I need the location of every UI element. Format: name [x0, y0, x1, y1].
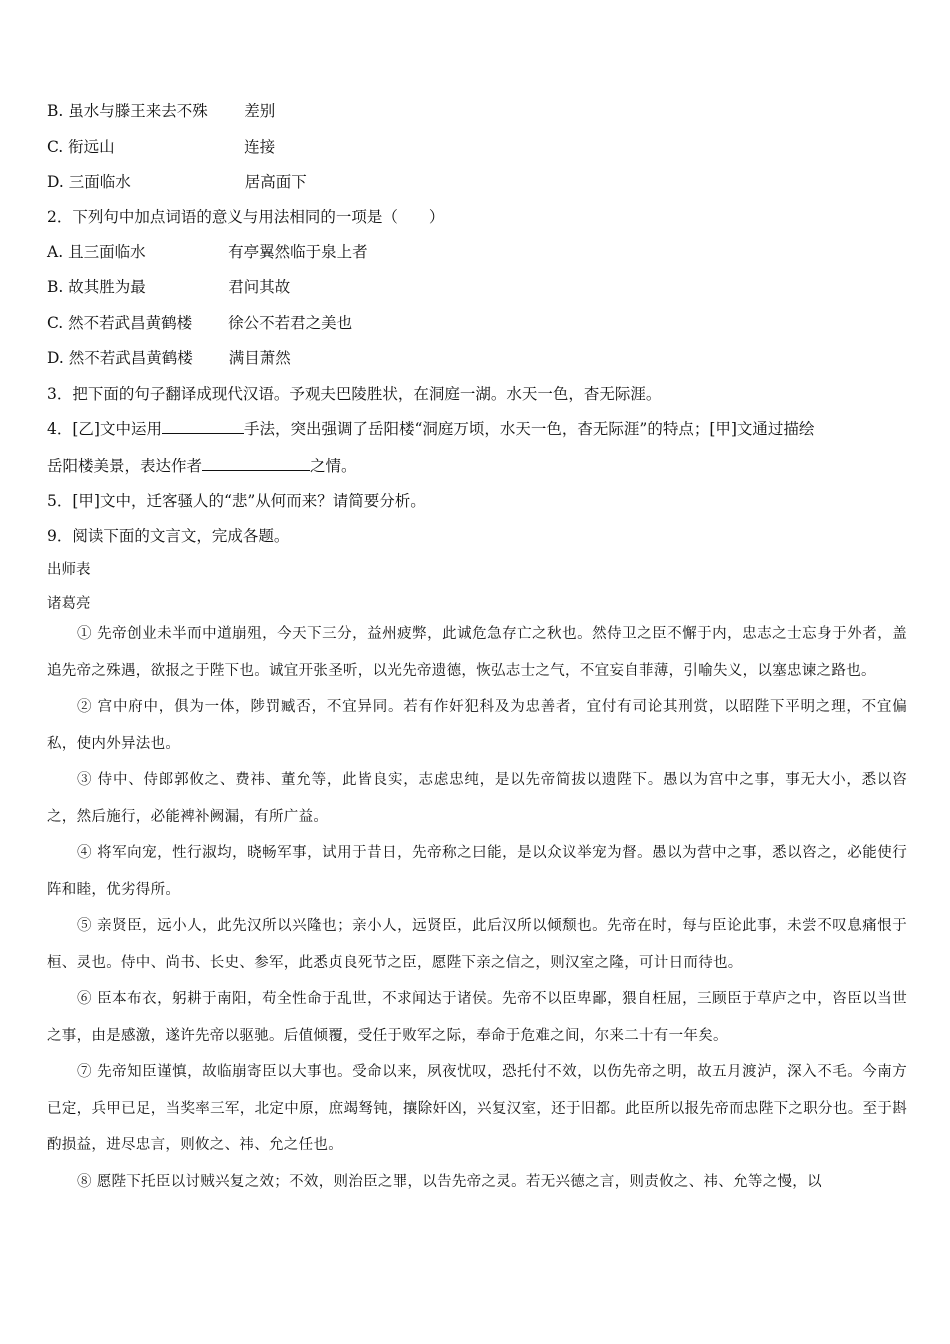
- passage-title: 出师表: [47, 562, 91, 578]
- question-4-line-2: 岳阳楼美景，表达作者 之情。: [47, 457, 357, 475]
- question-2-option-d: D. 然不若武昌黄鹤楼 满目萧然: [47, 349, 291, 367]
- question-9: 9．阅读下面的文言文，完成各题。: [47, 527, 290, 545]
- paragraph-2: ② 宫中府中，俱为一体，陟罚臧否，不宜异同。若有作奸犯科及为忠善者，宜付有司论其刑赏，以昭陛下平明之理，不宜偏私，使内外异法也。: [47, 699, 907, 752]
- paragraph-1: ① 先帝创业未半而中道崩殂，今天下三分，益州疲弊，此诚危急存亡之秋也。然侍卫之臣不懈于内，忠志之士忘身于外者，盖追先帝之殊遇，欲报之于陛下也。诚宜开张圣听，以光先帝遗德，恢弘志士之气，不宜妄自菲薄，引喻失义，以塞忠谏之路也。: [47, 626, 907, 679]
- option-gloss: 居高面下: [244, 173, 307, 191]
- question-2-stem: 2．下列句中加点词语的意义与用法相同的一项是（ ）: [47, 208, 445, 226]
- option-gloss: 差别: [244, 102, 276, 120]
- paragraph-4: ④ 将军向宠，性行淑均，晓畅军事，试用于昔日，先帝称之曰能，是以众议举宠为督。愚以为营中之事，悉以咨之，必能使行阵和睦，优劣得所。: [47, 845, 907, 898]
- answer-blank[interactable]: [162, 419, 244, 434]
- answer-blank[interactable]: [202, 456, 310, 471]
- question-2-option-a: A. 且三面临水 有亭翼然临于泉上者: [47, 243, 368, 261]
- paragraph-8: ⑧ 愿陛下托臣以讨贼兴复之效；不效，则治臣之罪，以告先帝之灵。若无兴德之言，则责攸之、祎、允等之慢，以: [77, 1173, 822, 1190]
- question-2-option-b: B. 故其胜为最 君问其故: [47, 278, 291, 296]
- paragraph-3: ③ 侍中、侍郎郭攸之、费祎、董允等，此皆良实，志虑忠纯，是以先帝简拔以遗陛下。愚以为宫中之事，事无大小，悉以咨之，然后施行，必能裨补阙漏，有所广益。: [47, 772, 907, 825]
- question-3: 3．把下面的句子翻译成现代汉语。予观夫巴陵胜状，在洞庭一湖。水天一色，杳无际涯。: [47, 385, 662, 403]
- option-d-prev: D. 三面临水 居高面下: [47, 173, 307, 191]
- option-c-prev: C. 衔远山 连接: [47, 138, 276, 156]
- option-text: 虽水与滕王来去不殊: [68, 102, 208, 120]
- paragraph-6: ⑥ 臣本布衣，躬耕于南阳，苟全性命于乱世，不求闻达于诸侯。先帝不以臣卑鄙，猥自枉屈，三顾臣于草庐之中，咨臣以当世之事，由是感激，遂许先帝以驱驰。后值倾覆，受任于败军之际，奉命于危难之间，尔来二十有一年矣。: [47, 991, 907, 1044]
- question-5: 5．[甲]文中，迁客骚人的“悲”从何而来？请简要分析。: [47, 492, 426, 510]
- option-b-prev: B. 虽水与滕王来去不殊 差别: [47, 102, 276, 120]
- passage-author: 诸葛亮: [47, 596, 91, 612]
- option-gloss: 连接: [244, 138, 276, 156]
- passage-body: [47, 616, 907, 1200]
- option-text: 衔远山: [68, 138, 115, 156]
- question-2-option-c: C. 然不若武昌黄鹤楼 徐公不若君之美也: [47, 314, 353, 332]
- paragraph-7: ⑦ 先帝知臣谨慎，故临崩寄臣以大事也。受命以来，夙夜忧叹，恐托付不效，以伤先帝之明，故五月渡泸，深入不毛。今南方已定，兵甲已足，当奖率三军，北定中原，庶竭驽钝，攘除奸凶，兴复汉室，还于旧都。此臣所以报先帝而忠陛下之职分也。至于斟酌损益，进尽忠言，则攸之、祎、允之任也。: [47, 1064, 907, 1153]
- paragraph-5: ⑤ 亲贤臣，远小人，此先汉所以兴隆也；亲小人，远贤臣，此后汉所以倾颓也。先帝在时，每与臣论此事，未尝不叹息痛恨于桓、灵也。侍中、尚书、长史、参军，此悉贞良死节之臣，愿陛下亲之信之，则汉室之隆，可计日而待也。: [47, 918, 907, 971]
- question-4-line-1: 4．[乙]文中运用 手法，突出强调了岳阳楼“洞庭万顷，水天一色，杳无际涯”的特点；[甲]文通过描绘: [47, 420, 815, 438]
- option-text: 三面临水: [68, 173, 131, 191]
